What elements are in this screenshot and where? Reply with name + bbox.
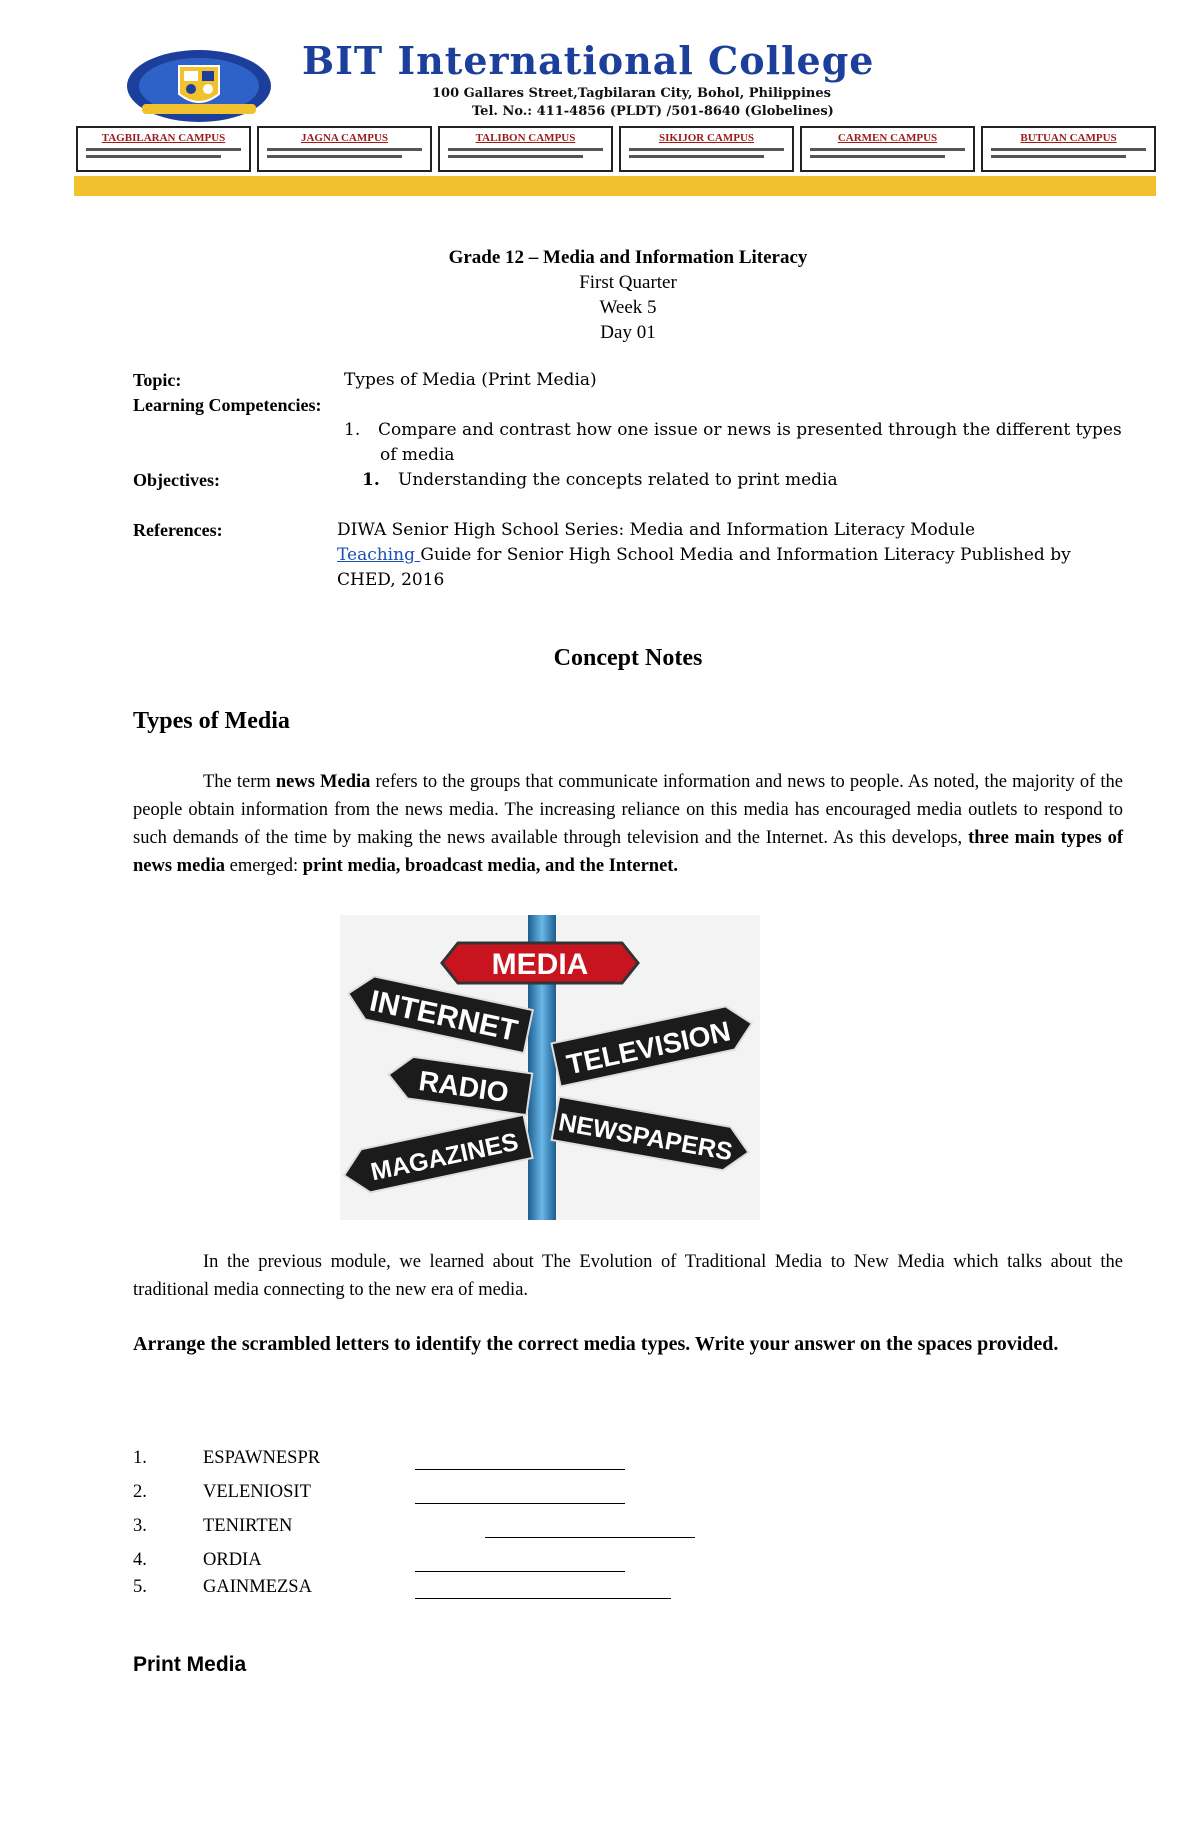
campus-detail-line xyxy=(629,155,764,158)
topic-label: Topic: xyxy=(133,370,182,390)
magazines-sign-label: MAGAZINES xyxy=(368,1127,521,1187)
competency-text-continued: of media xyxy=(380,445,455,465)
media-sign xyxy=(442,943,638,983)
lesson-day: Day 01 xyxy=(600,322,656,343)
campus-name: TALIBON CAMPUS xyxy=(475,132,576,144)
college-name: BIT International College xyxy=(302,38,875,83)
media-signpost-illustration xyxy=(340,915,760,1220)
campus-box xyxy=(76,126,251,172)
lesson-title: Grade 12 – Media and Information Literacy xyxy=(448,247,808,268)
campus-detail-line xyxy=(86,148,241,151)
answer-blank[interactable] xyxy=(415,1503,625,1504)
activity-instruction: Arrange the scrambled letters to identify the correct media types. Write your answer on the spaces provided. xyxy=(133,1333,1059,1355)
question-number: 2. xyxy=(133,1482,147,1502)
television-sign-label: TELEVISION xyxy=(563,1015,734,1081)
campus-box xyxy=(619,126,794,172)
answer-blank[interactable] xyxy=(415,1598,671,1599)
scrambled-word: GAINMEZSA xyxy=(203,1577,312,1597)
campus-box xyxy=(800,126,975,172)
answer-blank[interactable] xyxy=(415,1571,625,1572)
radio-sign-label: RADIO xyxy=(416,1065,511,1109)
question-number: 3. xyxy=(133,1516,147,1536)
internet-sign-label: INTERNET xyxy=(366,984,521,1048)
types-of-media-heading: Types of Media xyxy=(133,708,290,734)
reference-link[interactable]: Teaching xyxy=(337,545,421,565)
intro-paragraph xyxy=(133,768,1123,880)
campus-detail-line xyxy=(448,155,583,158)
scrambled-word: TENIRTEN xyxy=(203,1516,293,1536)
campus-detail-line xyxy=(86,155,221,158)
campus-name: JAGNA CAMPUS xyxy=(300,132,389,144)
college-telephone: Tel. No.: 411-4856 (PLDT) /501-8640 (Globelines) xyxy=(472,104,834,119)
campus-detail-line xyxy=(810,155,945,158)
reference-2-text: Guide for Senior High School Media and Information Literacy Published by xyxy=(420,545,1071,565)
objectives-label: Objectives: xyxy=(133,470,220,490)
scrambled-word: ESPAWNESPR xyxy=(203,1448,321,1468)
objective-number: 1. xyxy=(362,470,380,490)
answer-blank[interactable] xyxy=(485,1537,695,1538)
header-divider-bar xyxy=(74,176,1156,196)
campus-list xyxy=(76,126,1156,172)
campus-detail-line xyxy=(991,155,1126,158)
print-media-heading: Print Media xyxy=(133,1653,247,1676)
para-bold-phrase: three main types of news media xyxy=(133,828,1124,876)
reference-1: DIWA Senior High School Series: Media and Information Literacy Module xyxy=(337,520,976,540)
para-text: refers to the groups that communicate information and news to people. As noted, the majority of the people obtain information from the news media. The increasing reliance on this media has encouraged media outlets to respond to such demands of the time by making the news available through television and the Internet. As this develops, xyxy=(133,772,1123,848)
competency-text: Compare and contrast how one issue or news is presented through the different types xyxy=(378,420,1122,440)
concept-notes-heading: Concept Notes xyxy=(553,645,703,671)
lesson-quarter: First Quarter xyxy=(579,272,677,293)
campus-box xyxy=(257,126,432,172)
para-text: In the previous module, we learned about The Evolution of Traditional Media to New Media which talks about the traditional media connecting to the new era of media. xyxy=(133,1252,1123,1300)
college-address: 100 Gallares Street,Tagbilaran City, Bohol, Philippines xyxy=(432,86,831,101)
scrambled-word: ORDIA xyxy=(203,1550,262,1570)
para-text: emerged: xyxy=(225,856,303,876)
letterhead xyxy=(72,38,1158,198)
campus-detail-line xyxy=(267,155,402,158)
reference-3: CHED, 2016 xyxy=(337,570,445,590)
campus-box xyxy=(981,126,1156,172)
campus-name: SIKIJOR CAMPUS xyxy=(658,132,755,144)
lesson-week: Week 5 xyxy=(599,297,657,318)
previous-module-paragraph xyxy=(133,1248,1123,1304)
para-bold-term: news Media xyxy=(275,772,371,792)
competencies-label: Learning Competencies: xyxy=(133,395,322,415)
campus-box xyxy=(438,126,613,172)
para-bold-list: print media, broadcast media, and the Internet. xyxy=(302,856,679,876)
campus-detail-line xyxy=(991,148,1146,151)
scrambled-word: VELENIOSIT xyxy=(203,1482,311,1502)
objective-text: Understanding the concepts related to print media xyxy=(398,470,838,490)
campus-name: BUTUAN CAMPUS xyxy=(1020,132,1117,144)
campus-detail-line xyxy=(810,148,965,151)
lesson-title-block xyxy=(0,245,1200,345)
media-sign-label: MEDIA xyxy=(491,948,589,981)
campus-detail-line xyxy=(629,148,784,151)
answer-blank[interactable] xyxy=(415,1469,625,1470)
para-text: The term xyxy=(203,772,276,792)
campus-detail-line xyxy=(267,148,422,151)
campus-name: CARMEN CAMPUS xyxy=(837,132,938,144)
references-label: References: xyxy=(133,520,223,540)
question-number: 4. xyxy=(133,1550,147,1570)
college-seal-logo xyxy=(124,44,274,124)
question-number: 5. xyxy=(133,1577,147,1597)
campus-detail-line xyxy=(448,148,603,151)
topic-value: Types of Media (Print Media) xyxy=(344,370,597,390)
newspapers-sign-label: NEWSPAPERS xyxy=(556,1108,735,1167)
question-number: 1. xyxy=(133,1448,147,1468)
campus-name: TAGBILARAN CAMPUS xyxy=(101,132,226,144)
competency-number: 1. xyxy=(344,420,361,440)
reference-2 xyxy=(337,545,1071,565)
